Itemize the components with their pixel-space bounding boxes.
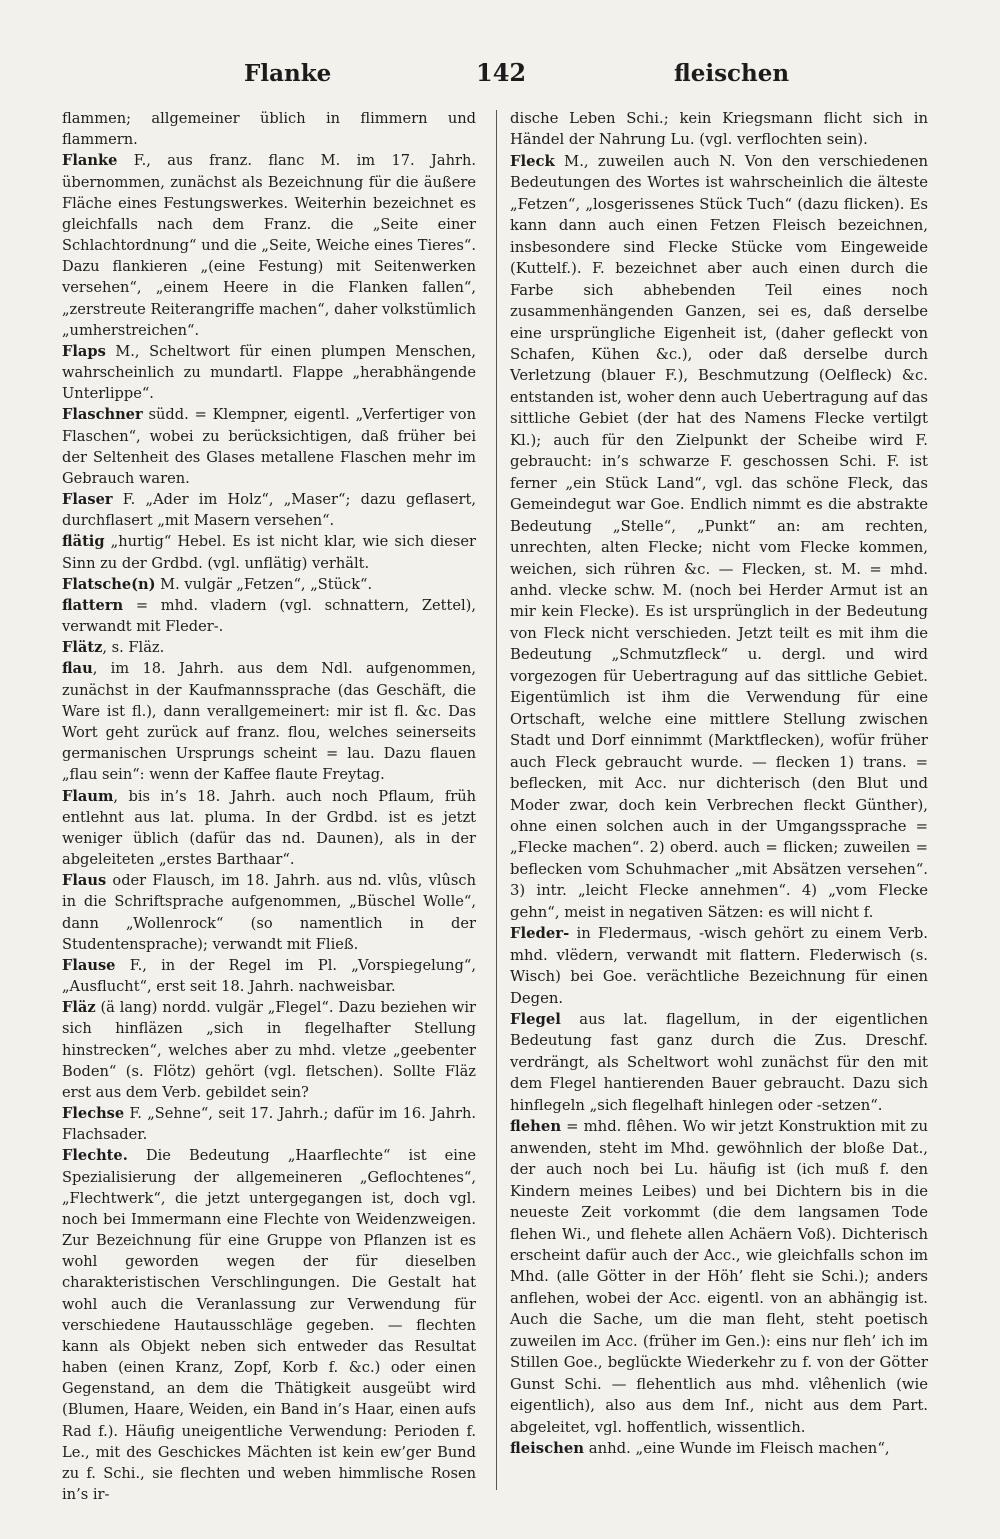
- entry-headword: Flechte.: [62, 1147, 128, 1165]
- entry-headword: Fläz: [62, 999, 96, 1017]
- running-header: [62, 58, 938, 98]
- dictionary-entry: [510, 1009, 928, 1116]
- entry-text: dische Leben Schi.; kein Kriegsmann flicht sich in Händel der Nahrung Lu. (vgl. verflochten sein).: [510, 110, 928, 149]
- entry-text: anhd. „eine Wunde im Fleisch machen“,: [584, 1440, 890, 1458]
- entry-text: F., aus franz. flanc M. im 17. Jahrh. übernommen, zunächst als Bezeichnung für die äußere Fläche eines Festungswerkes. Weiterhin bezeichnet es gleichfalls nach dem Franz. die „Seite einer Schlachtordnung“ und die „Seite, Weiche eines Tieres“. Dazu flankieren „(eine Festung) mit Seitenwerken versehen“, „einem Heere in die Flanken fallen“, „zerstreute Reiterangriffe machen“, daher volkstümlich „umherstreichen“.: [62, 152, 476, 339]
- dictionary-entry: [510, 1116, 928, 1438]
- dictionary-entry: [62, 404, 476, 489]
- entry-text: M., Scheltwort für einen plumpen Menschen, wahrscheinlich zu mundartl. Flappe „herabhängende Unterlippe“.: [62, 342, 476, 403]
- entry-headword: Flatsche(n): [62, 575, 156, 593]
- entry-text: aus lat. flagellum, in der eigentlichen Bedeutung fast ganz durch die Zus. Dreschf. verdrängt, als Scheltwort wohl zunächst für den mit dem Flegel hantierenden Bauer gebraucht. Dazu sich hinflegeln „sich flegelhaft hinlegen oder -setzen“.: [510, 1011, 928, 1114]
- entry-text: F., in der Regel im Pl. „Vorspiegelung“, „Ausflucht“, erst seit 18. Jahrh. nachweisbar.: [62, 956, 476, 996]
- dictionary-entry: [62, 150, 476, 341]
- entry-headword: Flätz: [62, 639, 103, 657]
- dictionary-entry: [62, 870, 476, 955]
- entry-text: flammen; allgemeiner üblich in flimmern und flammern.: [62, 110, 476, 149]
- header-right-catchword: fleischen: [674, 60, 790, 87]
- entry-text: , im 18. Jahrh. aus dem Ndl. aufgenommen, zunächst in der Kaufmannssprache (das Geschäft, die Ware ist fl.), dann verallgemeinert: mir ist fl. &c. Das Wort geht zurück auf franz. flou, welches seinerseits germanischen Ursprungs scheint = lau. Dazu flauen „flau sein“: wenn der Kaffee flaute Freytag.: [62, 660, 476, 784]
- dictionary-entry: [62, 531, 476, 573]
- entry-text: F. „Sehne“, seit 17. Jahrh.; dafür im 16. Jahrh. Flachsader.: [62, 1105, 476, 1144]
- dictionary-entry: [62, 1103, 476, 1145]
- entry-text: = mhd. flêhen. Wo wir jetzt Konstruktion mit zu anwenden, steht im Mhd. gewöhnlich der bloße Dat., der auch noch bei Lu. häufig ist (ich muß f. den Kindern meines Leibes) und bei Dichtern bis in die neueste Zeit vorkommt (die dem langsamen Tode flehen Wi., und flehete allen Achäern Voß). Dichterisch erscheint dafür auch der Acc., wie gleichfalls schon im Mhd. (alle Götter in der Höh’ fleht sie Schi.); anders anflehen, wobei der Acc. eigentl. von an abhängig ist. Auch die Sache, um die man fleht, steht poetisch zuweilen im Acc. (früher im Gen.): eins nur fleh’ ich im Stillen Goe., beglückte Wiederkehr zu f. von der Götter Gunst Schi. — flehentlich aus mhd. vlêhenlich (wie eigentlich), also aus dem Inf., nicht aus dem Part. abgeleitet, vgl. hoffentlich, wissentlich.: [510, 1118, 928, 1436]
- entry-headword: Flause: [62, 956, 116, 974]
- dictionary-entry: [62, 108, 476, 150]
- header-left-catchword: Flanke: [244, 60, 332, 87]
- entry-headword: Fleder-: [510, 925, 570, 943]
- dictionary-entry: [62, 595, 476, 637]
- entry-text: M. vulgär „Fetzen“, „Stück“.: [155, 575, 373, 593]
- entry-headword: Fleck: [510, 152, 555, 170]
- dictionary-entry: [62, 1145, 476, 1505]
- entry-text: „hurtig“ Hebel. Es ist nicht klar, wie sich dieser Sinn zu der Grdbd. (vgl. unflätig) verhält.: [62, 533, 476, 572]
- entry-headword: Flaser: [62, 491, 113, 509]
- dictionary-entry: [62, 574, 476, 595]
- entry-text: , bis in’s 18. Jahrh. auch noch Pflaum, früh entlehnt aus lat. pluma. In der Grdbd. ist es jetzt weniger üblich (dafür das nd. Daunen), als in der abgeleiteten „erstes Barthaar“.: [62, 787, 476, 869]
- entry-headword: Flegel: [510, 1011, 561, 1029]
- entry-text: südd. = Klempner, eigentl. „Verfertiger von Flaschen“, wobei zu berücksichtigen, daß früher bei der Seltenheit des Glases metallene Flaschen mehr im Gebrauch waren.: [62, 406, 476, 487]
- dictionary-entry: [62, 997, 476, 1103]
- dictionary-entry: [62, 637, 476, 658]
- entry-text: F. „Ader im Holz“, „Maser“; dazu geflasert, durchflasert „mit Masern versehen“.: [62, 491, 476, 530]
- entry-text: in Fledermaus, -wisch gehört zu einem Verb. mhd. vlëdern, verwandt mit flattern. Flederwisch (s. Wisch) bei Goe. verächtliche Bezeichnung für einen Degen.: [510, 925, 928, 1007]
- dictionary-entry: [62, 658, 476, 785]
- entry-text: (ä lang) nordd. vulgär „Flegel“. Dazu beziehen wir sich hinfläzen „sich in flegelhafter Stellung hinstrecken“, welches aber zu mhd. vletze „geebenter Boden“ (s. Flötz) gehört (vgl. fletschen). Sollte Fläz erst aus dem Verb. gebildet sein?: [62, 999, 476, 1101]
- entry-text: Die Bedeutung „Haarflechte“ ist eine Spezialisierung der allgemeineren „Geflochtenes“, „Flechtwerk“, die jetzt untergegangen ist, doch vgl. noch bei Immermann eine Flechte von Weidenzweigen. Zur Bezeichnung für eine Gruppe von Pflanzen ist es wohl geworden wegen der für dieselben charakteristischen Verschlingungen. Die Gestalt hat wohl auch die Veranlassung zur Verwendung für verschiedene Hautausschläge gegeben. — flechten kann als Objekt neben sich entweder das Resultat haben (einen Kranz, Zopf, Korb f. &c.) oder einen Gegenstand, an dem die Thätigkeit ausgeübt wird (Blumen, Haare, Weiden, ein Band in’s Haar, einen aufs Rad f.). Häufig uneigentliche Verwendung: Perioden f. Le., mit des Geschickes Mächten ist kein ew’ger Bund zu f. Schi., sie flechten und weben himmlische Rosen in’s ir-: [62, 1147, 476, 1504]
- column-divider: [496, 110, 497, 1490]
- entry-text: , s. Fläz.: [102, 639, 165, 657]
- dictionary-entry: [510, 1438, 928, 1459]
- entry-headword: fleischen: [510, 1440, 585, 1458]
- entry-headword: flau: [62, 660, 93, 678]
- dictionary-entry: [510, 923, 928, 1009]
- entry-headword: flattern: [62, 596, 124, 614]
- entry-headword: flätig: [62, 533, 105, 551]
- entry-headword: Flanke: [62, 152, 118, 170]
- entry-headword: Flechse: [62, 1105, 125, 1123]
- dictionary-entry: [510, 108, 928, 151]
- entry-headword: Flaschner: [62, 406, 143, 424]
- left-column: [62, 108, 476, 1505]
- entry-text: = mhd. vladern (vgl. schnattern, Zettel), verwandt mit Fleder-.: [62, 596, 476, 636]
- page-number: 142: [476, 58, 527, 87]
- entry-text: M., zuweilen auch N. Von den verschiedenen Bedeutungen des Wortes ist wahrscheinlich die älteste „Fetzen“, „losgerissenes Stück Tuch“ (dazu flicken). Es kann dann auch einen Fetzen Fleisch bezeichnen, insbesondere sind Flecke Stücke vom Eingeweide (Kuttelf.). F. bezeichnet aber auch einen durch die Farbe sich abhebenden Teil eines noch zusammenhängenden Ganzen, sei es, daß derselbe eine ursprüngliche Eigenheit ist, (daher gefleckt von Schafen, Kühen &c.), oder daß derselbe durch Verletzung (blauer F.), Beschmutzung (Oelfleck) &c. entstanden ist, woher denn auch Uebertragung auf das sittliche Gebiet (der hat des Namens Flecke vertilgt Kl.); auch für den Zielpunkt der Scheibe wird F. gebraucht: in’s schwarze F. geschossen Schi. F. ist ferner „ein Stück Land“, vgl. das schöne Fleck, das Gemeindegut war Goe. Endlich nimmt es die abstrakte Bedeutung „Stelle“, „Punkt“ an: am rechten, unrechten, alten Flecke; nicht vom Flecke kommen, weichen, sich rühren &c. — Flecken, st. M. = mhd. anhd. vlecke schw. M. (noch bei Herder Armut ist an mir kein Flecke). Es ist ursprünglich in der Bedeutung von Fleck nicht verschieden. Jetzt teilt es mit ihm die Bedeutung „Schmutzfleck“ u. dergl. und wird vorgezogen für Uebertragung auf das sittliche Gebiet. Eigentümlich ist ihm die Verwendung für eine Ortschaft, welche eine mittlere Stellung zwischen Stadt und Dorf einnimmt (Marktflecken), wofür früher auch Fleck gebraucht wurde. — flecken 1) trans. = beflecken, mit Acc. nur dichterisch (den Blut und Moder zwar, doch kein Verbrechen fleckt Günther), ohne einen solchen auch in der Umgangssprache = „Flecke machen“. 2) oberd. auch = flicken; zuweilen = beflecken vom Schuhmacher „mit Absätzen versehen“. 3) intr. „leicht Flecke annehmen“. 4) „vom Flecke gehn“, meist in negativen Sätzen: es will nicht f.: [510, 152, 928, 921]
- dictionary-entry: [62, 341, 476, 405]
- entry-headword: Flaps: [62, 342, 106, 360]
- dictionary-entry: [62, 955, 476, 997]
- entry-headword: flehen: [510, 1118, 562, 1136]
- dictionary-entry: [510, 151, 928, 923]
- entry-text: oder Flausch, im 18. Jahrh. aus nd. vlûs, vlûsch in die Schriftsprache aufgenommen, „Büschel Wolle“, dann „Wollenrock“ (so namentlich in der Studentensprache); verwandt mit Fließ.: [62, 872, 476, 953]
- entry-headword: Flaus: [62, 872, 107, 890]
- right-column: [510, 108, 928, 1460]
- entry-headword: Flaum: [62, 787, 114, 805]
- dictionary-entry: [62, 489, 476, 531]
- dictionary-entry: [62, 786, 476, 871]
